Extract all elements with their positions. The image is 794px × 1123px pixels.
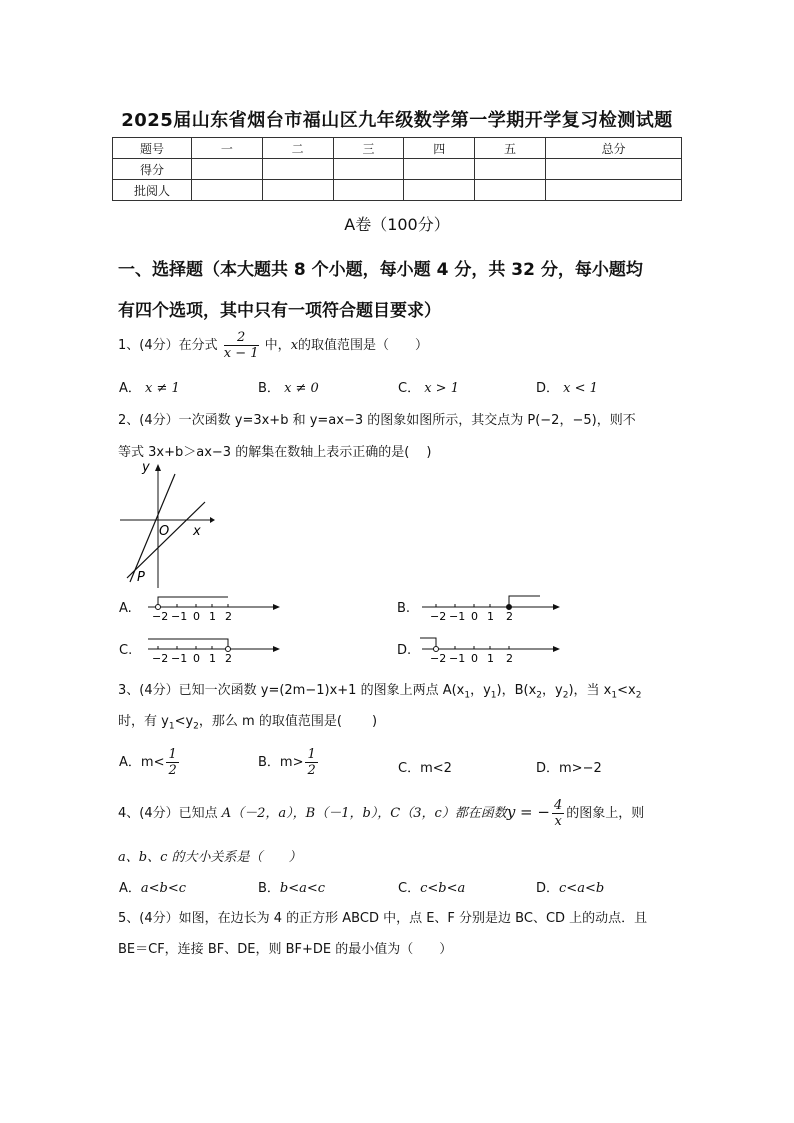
tick-label: 1 <box>209 610 216 623</box>
question-1-stem <box>118 330 428 361</box>
reviewer-cell[interactable] <box>262 180 333 201</box>
q3-text: 时，有 y <box>118 714 169 729</box>
option-label: B． <box>258 381 280 396</box>
subscript: 1 <box>490 690 497 701</box>
question-3-line1 <box>118 679 641 701</box>
q2-option-b-number-line[interactable] <box>418 592 563 624</box>
frac-den: 2 <box>307 763 316 778</box>
number-line-arrow <box>273 604 280 610</box>
section-heading-line1: 一、选择题（本大题共 8 个小题，每小题 4 分，共 32 分，每小题均 <box>118 260 643 280</box>
question-4-line1 <box>118 798 644 829</box>
tick-label: 0 <box>193 610 200 623</box>
option-label: C． <box>398 761 421 776</box>
tick-label: 2 <box>225 610 232 623</box>
q1-frac-num: 2 <box>224 330 259 346</box>
option-text: b<a<c <box>279 881 326 896</box>
score-table <box>112 137 682 201</box>
solution-ray <box>509 596 540 607</box>
score-cell[interactable] <box>404 159 475 180</box>
q3-option-b[interactable] <box>258 747 320 778</box>
solution-ray <box>420 638 436 646</box>
score-table-header-row <box>113 138 682 159</box>
q3-text: ，y <box>542 683 563 698</box>
option-text: c<b<a <box>420 881 466 896</box>
question-5-line1: 5、(4分）如图，在边长为 4 的正方形 ABCD 中，点 E、F 分别是边 BC、CD 上的动点．且 <box>118 911 648 926</box>
tick-label: 0 <box>193 652 200 665</box>
q2-option-c[interactable]: C. <box>119 643 133 658</box>
score-header-cell: 一 <box>192 138 263 159</box>
q1-option-d[interactable] <box>536 377 598 396</box>
q1-fraction <box>224 330 259 361</box>
subscript: 2 <box>193 721 199 732</box>
q2-option-a-number-line[interactable] <box>142 592 282 624</box>
score-row-label: 得分 <box>113 159 192 180</box>
option-label: D． <box>536 881 560 896</box>
number-line-arrow <box>273 646 280 652</box>
score-header-cell: 三 <box>333 138 404 159</box>
tick-label: −2 <box>152 610 169 623</box>
q1-suffix: 中， <box>264 338 291 353</box>
frac-num: 1 <box>307 747 316 762</box>
q4-option-a[interactable] <box>119 877 186 896</box>
q2-option-d[interactable]: D. <box>397 643 412 658</box>
q3-text: ，那么 m 的取值范围是( ) <box>198 714 378 729</box>
question-4-line2 <box>118 846 302 865</box>
q4-function: y = − <box>506 803 550 821</box>
score-header-cell: 题号 <box>113 138 192 159</box>
point-p-label: P <box>137 570 145 585</box>
tick-label: 0 <box>471 610 478 623</box>
subscript: 1 <box>464 690 471 701</box>
score-cell[interactable] <box>262 159 333 180</box>
number-line-arrow <box>553 604 560 610</box>
tick-label: −2 <box>430 610 447 623</box>
reviewer-cell[interactable] <box>404 180 475 201</box>
reviewer-cell[interactable] <box>333 180 404 201</box>
q3-text: )，B(x <box>496 683 537 698</box>
q3-text: ，y <box>470 683 491 698</box>
origin-label: O <box>159 524 170 539</box>
option-fraction <box>166 747 178 778</box>
tick-label: −2 <box>152 652 169 665</box>
q3-text: <y <box>174 714 194 729</box>
option-label: A． <box>119 381 141 396</box>
option-text: m> <box>279 755 304 770</box>
number-line-arrow <box>553 646 560 652</box>
score-header-cell: 五 <box>475 138 546 159</box>
solution-ray <box>148 639 228 646</box>
q1-option-b[interactable] <box>258 377 319 396</box>
tick-label: 1 <box>487 652 494 665</box>
score-cell[interactable] <box>475 159 546 180</box>
option-label: B． <box>258 755 280 770</box>
q4-text: 4、(4分）已知点 <box>118 806 222 821</box>
score-header-cell: 二 <box>262 138 333 159</box>
tick-label: 2 <box>506 610 513 623</box>
open-dot <box>156 605 161 610</box>
tick-label: 2 <box>225 652 232 665</box>
q1-tail: 的取值范围是（ ） <box>298 338 429 353</box>
subscript: 1 <box>611 690 618 701</box>
reviewer-cell[interactable] <box>475 180 546 201</box>
score-cell[interactable] <box>192 159 263 180</box>
reviewer-cell[interactable] <box>192 180 263 201</box>
frac-den: x <box>554 814 562 829</box>
q2-function-graph <box>115 460 215 590</box>
option-label: D． <box>536 381 560 396</box>
subscript: 2 <box>536 690 543 701</box>
tick-label: −1 <box>449 610 466 623</box>
option-fraction <box>305 747 317 778</box>
frac-den: 2 <box>168 763 177 778</box>
option-label: A． <box>119 881 141 896</box>
score-header-cell: 总分 <box>545 138 681 159</box>
q1-option-c[interactable] <box>398 377 459 396</box>
q2-option-b[interactable]: B. <box>397 601 411 616</box>
q3-text: 3、(4分）已知一次函数 y=(2m−1)x+1 的图象上两点 A(x <box>118 683 465 698</box>
option-text: m< <box>140 755 165 770</box>
score-header-cell: 四 <box>404 138 475 159</box>
section-heading-line2: 有四个选项，其中只有一项符合题目要求） <box>118 301 441 321</box>
q4-text: 的图象上，则 <box>566 806 645 821</box>
x-axis-label: x <box>193 524 201 539</box>
exam-title: 2025届山东省烟台市福山区九年级数学第一学期开学复习检测试题 <box>121 110 673 131</box>
q3-option-d[interactable] <box>536 757 602 776</box>
tick-label: 1 <box>487 610 494 623</box>
closed-dot <box>507 605 512 610</box>
option-label: C． <box>398 881 421 896</box>
q4-option-b[interactable] <box>258 877 325 896</box>
option-text: x > 1 <box>424 381 459 396</box>
reviewer-row-label: 批阅人 <box>113 180 192 201</box>
q1-prefix: 1、(4分）在分式 <box>118 338 218 353</box>
tick-label: 0 <box>471 652 478 665</box>
frac-num: 1 <box>168 747 177 762</box>
tick-label: 2 <box>506 652 513 665</box>
option-text: c<a<b <box>559 881 605 896</box>
question-3-line2 <box>118 710 377 732</box>
q1-var: x <box>290 338 299 353</box>
option-text: m<2 <box>420 761 452 776</box>
tick-label: 1 <box>209 652 216 665</box>
score-cell[interactable] <box>333 159 404 180</box>
subscript: 2 <box>562 690 569 701</box>
x-axis-arrow <box>210 517 215 523</box>
option-label: D． <box>536 761 560 776</box>
option-label: C． <box>398 381 421 396</box>
tick-label: −1 <box>171 652 188 665</box>
line-y-ax-3 <box>127 502 205 578</box>
solution-ray <box>158 597 228 604</box>
q2-option-c-number-line[interactable] <box>142 634 282 666</box>
question-5-line2: BE＝CF，连接 BF、DE，则 BF+DE 的最小值为（ ） <box>118 942 453 957</box>
option-text: x < 1 <box>563 381 598 396</box>
open-dot <box>226 647 231 652</box>
option-text: x ≠ 0 <box>284 381 319 396</box>
q4-points: A（－2，a），B（－1，b），C（3，c）都在函数 <box>221 806 507 821</box>
q4-option-d[interactable] <box>536 877 604 896</box>
q2-option-d-number-line[interactable] <box>418 634 563 666</box>
tick-label: −1 <box>171 610 188 623</box>
option-label: A． <box>119 755 141 770</box>
score-cell[interactable] <box>545 159 681 180</box>
option-text: a<b<c <box>140 881 187 896</box>
q4-option-c[interactable] <box>398 877 465 896</box>
reviewer-cell[interactable] <box>545 180 681 201</box>
q3-text: )，当 x <box>568 683 612 698</box>
q4-text: a、b、c 的大小关系是（ ） <box>118 850 302 865</box>
option-label: B． <box>258 881 280 896</box>
option-text: m>−2 <box>559 761 602 776</box>
open-dot <box>434 647 439 652</box>
q3-option-c[interactable] <box>398 757 452 776</box>
q2-option-a[interactable]: A. <box>119 601 132 616</box>
option-text: x ≠ 1 <box>145 381 180 396</box>
q1-frac-den: x − 1 <box>223 346 259 361</box>
q3-text: <x <box>617 683 636 698</box>
subscript: 2 <box>635 690 642 701</box>
reviewer-row <box>113 180 682 201</box>
question-2-line2: 等式 3x+b＞ax−3 的解集在数轴上表示正确的是( ) <box>118 445 432 460</box>
paper-part-label: A卷（100分） <box>344 215 450 234</box>
tick-label: −1 <box>449 652 466 665</box>
question-2-line1: 2、(4分）一次函数 y=3x+b 和 y=ax−3 的图象如图所示，其交点为 P(−2，−5)，则不 <box>118 413 636 428</box>
tick-label: −2 <box>430 652 447 665</box>
y-axis-label: y <box>142 460 150 475</box>
score-row <box>113 159 682 180</box>
q3-option-a[interactable] <box>119 747 181 778</box>
q4-fraction <box>552 798 564 829</box>
frac-num: 4 <box>553 798 563 813</box>
q1-option-a[interactable] <box>119 377 180 396</box>
y-axis-arrow <box>155 464 161 471</box>
subscript: 1 <box>168 721 175 732</box>
